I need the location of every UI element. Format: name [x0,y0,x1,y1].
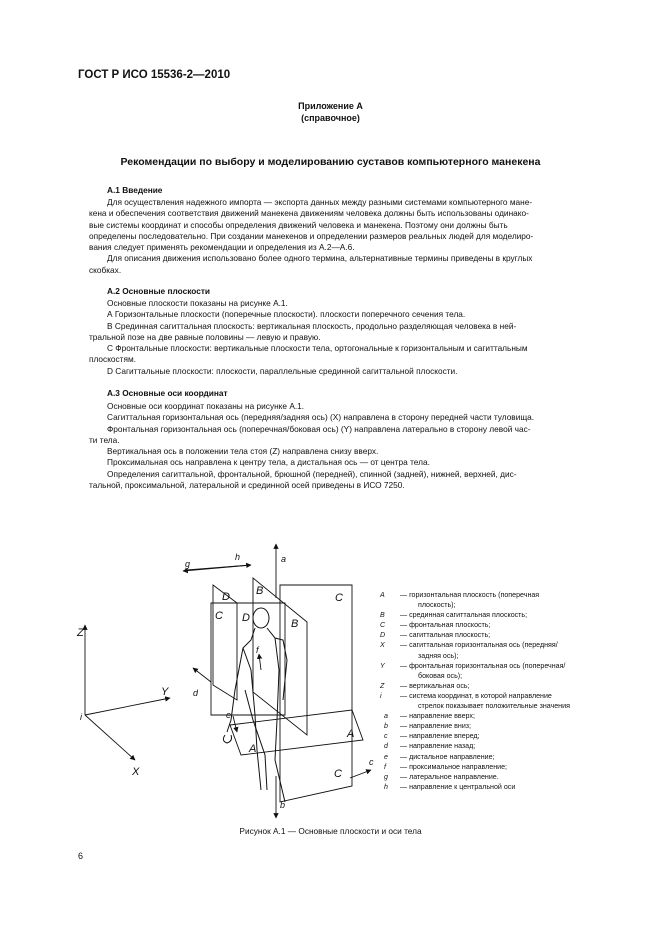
legend-text: боковая ось); [418,671,463,680]
text-line: Вертикальная ось в положении тела стоя (Z) направлена снизу вверх. [107,446,379,457]
legend-text: — вертикальная ось; [400,681,470,690]
section-a2-body [89,298,584,377]
annex-title: Приложение А [298,101,363,111]
legend-item [380,590,580,610]
text-line: кена и обеспечения соответствия движений манекена движениям человека должны быть использованы одинако- [89,208,529,219]
plane-c-label-3: C [334,768,342,780]
direction-d-label: d [193,688,199,698]
legend-key: f [384,762,386,771]
legend-item [380,721,580,731]
legend-key: a [384,712,388,721]
text-line: Определения сагиттальной, фронтальной, брюшной (передней), спинной (задней), нижней, верхней, дис- [107,468,517,479]
text-line: Для осуществления надежного импорта — экспорта данных между разными системами компьютерного мане- [107,197,533,207]
legend-key: c [384,732,388,741]
legend-text: — проксимальное направление; [400,762,508,771]
legend-text: — направление к центральной оси [400,782,516,791]
legend-item [380,772,580,782]
figure-legend [380,590,580,792]
legend-key: Y [380,661,385,670]
plane-d-label: D [222,591,230,603]
legend-text: — латеральное направление. [400,772,499,781]
legend-key: b [384,722,388,731]
legend-key: d [384,742,388,751]
legend-item [380,620,580,630]
legend-text: — сагиттальная горизонтальная ось (передняя/ [400,641,558,650]
legend-text: — горизонтальная плоскость (поперечная [400,591,540,599]
legend-key: Z [380,681,385,690]
direction-b-label: b [280,800,286,810]
axis-z-label: Z [77,627,84,639]
legend-text: — срединная сагиттальная плоскость; [400,611,528,620]
legend-key: i [380,691,382,700]
legend-item [380,681,580,691]
section-a2-heading: А.2 Основные плоскости [107,286,211,296]
annex-type: (справочное) [301,113,360,123]
legend-item [380,640,580,660]
text-line: тральной позе на две равные половины — левую и правую. [89,331,321,342]
legend-text: — фронтальная плоскость; [400,621,491,630]
legend-text: — направление вниз; [400,722,472,731]
mannequin-figure [223,608,287,802]
main-title: Рекомендации по выбору и моделированию суставов компьютерного манекена [120,156,541,168]
legend-item [380,691,580,711]
legend-text: стрелок показывает положительные значения [418,702,570,711]
text-line: определены последовательно. При создании манекенов и определении размеров реальных людей для моделиро- [89,230,534,241]
text-line: вания следует применять рекомендации и определения из А.2—А.6. [89,242,355,253]
text-line: Сагиттальная горизонтальная ось (передняя/задняя ось) (X) направлена в сторону передней части туловища. [107,412,535,423]
plane-d-label-2: D [242,612,250,624]
plane-c-label-2: C [215,610,223,622]
text-line: С Фронтальные плоскости: вертикальные плоскости тела, ортогональные к горизонтальным и сагиттальным [107,343,528,354]
axis-x-label: X [132,766,140,778]
text-line: Основные плоскости показаны на рисунке А.1. [107,298,288,308]
coordinate-system [85,625,170,760]
legend-item [380,762,580,772]
text-line: Проксимальная ось направлена к центру тела, а дистальная ось — от центра тела. [107,457,430,468]
text-line: ти тела. [89,434,120,445]
legend-key: C [380,621,386,630]
legend-item [380,610,580,620]
section-a1-heading: А.1 Введение [107,185,163,195]
planes-axes-figure [75,540,395,825]
direction-f-arrow [259,654,261,670]
direction-d-arrow [193,668,211,682]
text-line: вые системы координат и способы определения движений человека и манекена. Поэтому они должны быть [89,219,508,230]
direction-f-label: f [256,645,259,655]
legend-key: e [384,752,388,761]
legend-item [380,741,580,751]
direction-a-label: a [281,554,287,564]
direction-h-label: h [235,552,241,562]
legend-text: — сагиттальная плоскость; [400,631,491,640]
direction-g-label: g [185,559,191,569]
standard-header: ГОСТ Р ИСО 15536-2—2010 [78,69,231,81]
legend-text: плоскость); [418,601,456,610]
direction-e-label: e [226,710,232,720]
legend-item [380,661,580,681]
text-line: тальной, проксимальной, латеральной и срединной осей приведены в ИСО 7250. [89,480,405,491]
direction-g-arrow [183,565,251,571]
text-line: плоскостям. [89,354,136,365]
section-a3-heading: А.3 Основные оси координат [107,388,228,398]
origin-i-label: i [80,712,82,722]
text-line: В Срединная сагиттальная плоскость: вертикальная плоскость, продольно разделяющая человека в ней- [107,320,517,331]
legend-text: — фронтальная горизонтальная ось (поперечная/ [400,661,566,670]
section-a3-body [89,401,584,491]
legend-key: A [380,591,385,599]
axis-y-label: Y [161,686,169,698]
legend-text: — направление вперед; [400,732,480,741]
legend-key: D [380,631,386,640]
plane-b-label-2: B [291,618,299,630]
legend-key: g [384,772,388,781]
plane-b-label: B [256,585,264,597]
section-a1-paragraph-1 [89,197,584,276]
legend-key: B [380,611,385,620]
direction-c-label: c [369,757,374,767]
legend-item [380,731,580,741]
page-number: 6 [78,851,84,861]
legend-text: — направление вверх; [400,712,475,721]
text-line: Фронтальная горизонтальная ось (поперечная/боковая ось) (Y) направлена латерально в сторону левой час- [107,423,531,434]
text-line: D Сагиттальные плоскости: плоскости, параллельные срединной сагиттальной плоскости. [107,365,458,376]
legend-text: — дистальное направление; [400,752,495,761]
figure-caption: Рисунок А.1 — Основные плоскости и оси тела [239,826,422,836]
legend-item [380,752,580,762]
legend-item [380,782,580,792]
plane-a-label: A [249,743,257,755]
legend-text: — направление назад; [400,742,476,751]
legend-item [380,630,580,640]
text-line: Для описания движения использовано более одного термина, альтернативные термины приведены в круглых [107,253,533,264]
plane-c-label: C [335,592,343,604]
direction-c-arrow [350,770,371,778]
text-line: скобках. [89,264,122,275]
text-line: А Горизонтальные плоскости (поперечные плоскости). плоскости поперечного сечения тела. [107,309,466,320]
legend-text: — система координат, в которой направление [400,691,552,700]
text-line: Основные оси координат показаны на рисунке А.1. [107,401,305,411]
legend-item [380,711,580,721]
legend-key: h [384,782,388,791]
legend-key: X [380,641,385,650]
plane-a-label-2: A [347,728,355,740]
legend-text: задняя ось); [418,651,459,660]
